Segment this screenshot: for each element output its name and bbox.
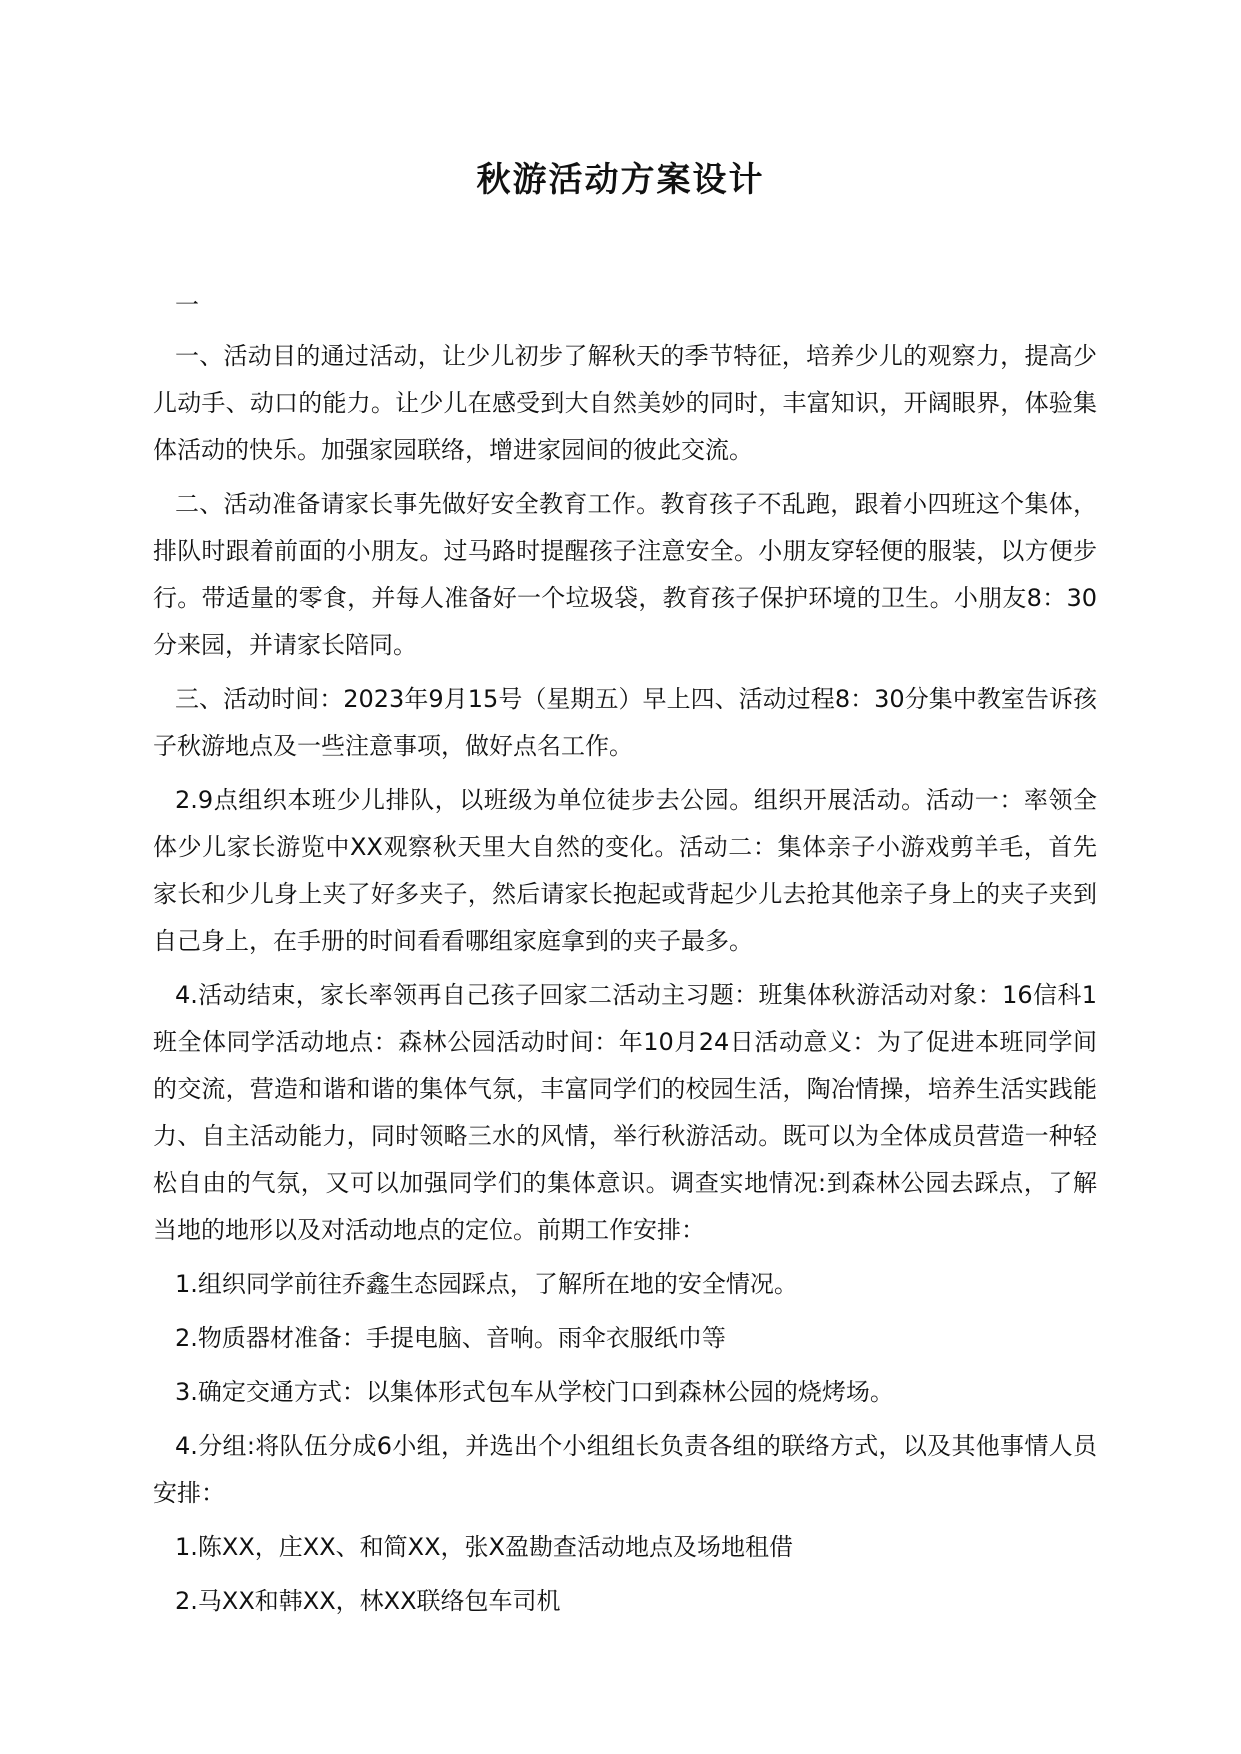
paragraph-activity-preparation: 二、活动准备请家长事先做好安全教育工作。教育孩子不乱跑，跟着小四班这个集体，排队时跟着前面的小朋友。过马路时提醒孩子注意安全。小朋友穿轻便的服装，以方便步行。带适量的零食，并每人准备好一个垃圾袋，教育孩子保护环境的卫生。小朋友8：30分来园，并请家长陪同。 <box>153 490 1097 659</box>
paragraph-activity-time: 三、活动时间：2023年9月15号（星期五）早上四、活动过程8：30分集中教室告诉孩子秋游地点及一些注意事项，做好点名工作。 <box>153 685 1097 760</box>
section-marker: 一 <box>175 291 199 319</box>
list-item-staff-survey: 1.陈XX，庄XX、和简XX，张X盈勘查活动地点及场地租借 <box>175 1533 793 1561</box>
paragraph-activity-process: 2.9点组织本班少儿排队，以班级为单位徒步去公园。组织开展活动。活动一：率领全体少儿家长游览中XX观察秋天里大自然的变化。活动二：集体亲子小游戏剪羊毛，首先家长和少儿身上夹了好多夹子，然后请家长抱起或背起少儿去抢其他亲子身上的夹子夹到自己身上，在手册的时间看看哪组家庭拿到的夹子最多。 <box>153 786 1097 955</box>
list-item-site-survey: 1.组织同学前往乔鑫生态园踩点，了解所在地的安全情况。 <box>175 1270 798 1298</box>
paragraph-activity-goal: 一、活动目的通过活动，让少儿初步了解秋天的季节特征，培养少儿的观察力，提高少儿动手、动口的能力。让少儿在感受到大自然美妙的同时，丰富知识，开阔眼界，体验集体活动的快乐。加强家园联络，增进家园间的彼此交流。 <box>153 342 1097 464</box>
document-title: 秋游活动方案设计 <box>476 160 765 200</box>
paragraph-activity-theme: 4.活动结束，家长率领再自己孩子回家二活动主习题：班集体秋游活动对象：16信科1班全体同学活动地点：森林公园活动时间：年10月24日活动意义：为了促进本班同学间的交流，营造和谐和谐的集体气氛，丰富同学们的校园生活，陶冶情操，培养生活实践能力、自主活动能力，同时领略三水的风情，举行秋游活动。既可以为全体成员营造一种轻松自由的气氛，又可以加强同学们的集体意识。调查实地情况:到森林公园去踩点，了解当地的地形以及对活动地点的定位。前期工作安排： <box>153 981 1097 1244</box>
list-item-grouping: 4.分组:将队伍分成6小组，并选出个小组组长负责各组的联络方式，以及其他事情人员安排： <box>153 1432 1097 1507</box>
list-item-staff-driver: 2.马XX和韩XX，林XX联络包车司机 <box>175 1587 561 1615</box>
list-item-transport: 3.确定交通方式：以集体形式包车从学校门口到森林公园的烧烤场。 <box>175 1378 894 1406</box>
list-item-equipment: 2.物质器材准备：手提电脑、音响。雨伞衣服纸巾等 <box>175 1324 726 1352</box>
document-body <box>153 282 1097 1625</box>
